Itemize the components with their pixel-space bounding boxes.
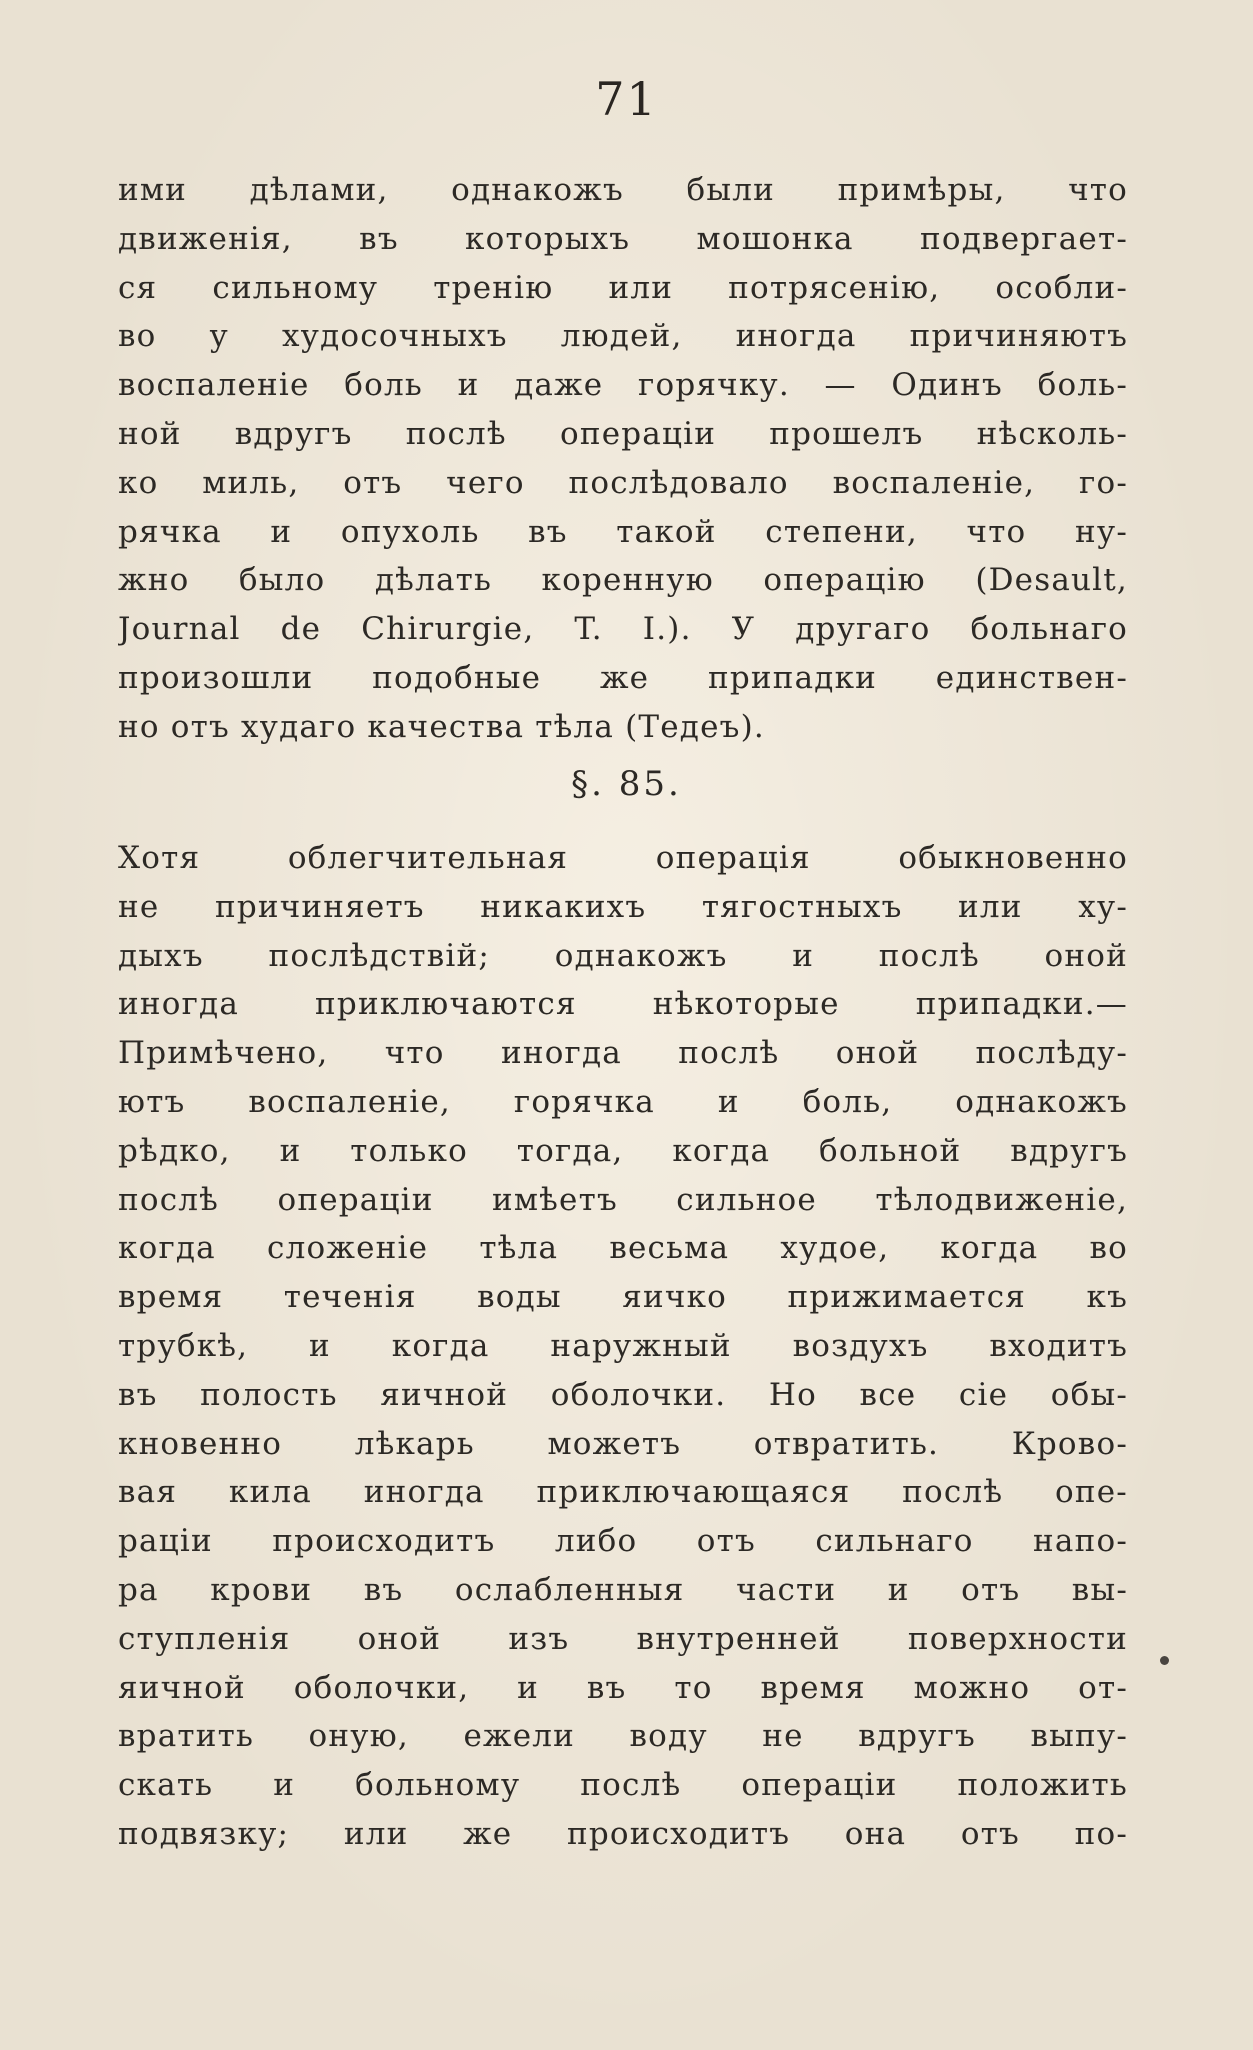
- text-line: Примѣчено, что иногда послѣ оной послѣду-: [118, 1035, 1128, 1072]
- text-line: но отъ худаго качества тѣла (Тедеъ).: [118, 708, 765, 745]
- text-line: вая кила иногда приключающаяся послѣ опе-: [118, 1474, 1128, 1511]
- paragraph-2: [118, 834, 1128, 1859]
- text-line: ими дѣлами, однакожъ были примѣры, что: [118, 172, 1128, 208]
- section-heading: §. 85.: [571, 764, 682, 804]
- text-line: ютъ воспаленіе, горячка и боль, однакожъ: [118, 1083, 1128, 1120]
- text-line: когда сложеніе тѣла весьма худое, когда во: [118, 1230, 1128, 1267]
- text-line: ко миль, отъ чего послѣдовало воспаленіе, го-: [118, 464, 1128, 501]
- text-line: въ полость яичной оболочки. Но все сіе обы-: [118, 1376, 1128, 1413]
- paragraph-1: [118, 166, 1128, 752]
- text-line: Хотя облегчительная операція обыкновенно: [118, 840, 1128, 876]
- page-number: 71: [595, 72, 658, 126]
- text-line: ся сильному тренію или потрясенію, особли-: [118, 269, 1128, 306]
- text-line: ра крови въ ослабленныя части и отъ вы-: [118, 1571, 1128, 1608]
- text-line: раціи происходитъ либо отъ сильнаго напо-: [118, 1523, 1128, 1560]
- text-line: трубкѣ, и когда наружный воздухъ входитъ: [118, 1327, 1128, 1364]
- text-line: рячка и опухоль въ такой степени, что ну-: [118, 513, 1128, 550]
- text-line: во у худосочныхъ людей, иногда причиняютъ: [118, 318, 1128, 355]
- text-line: рѣдко, и только тогда, когда больной вдругъ: [118, 1132, 1128, 1169]
- text-line: кновенно лѣкарь можетъ отвратить. Крово-: [118, 1425, 1128, 1462]
- text-line: жно было дѣлать коренную операцію (Desault,: [118, 562, 1128, 599]
- text-line: яичной оболочки, и въ то время можно от-: [118, 1669, 1128, 1706]
- text-line: Journal de Chirurgie, T. I.). У другаго больнаго: [118, 611, 1128, 648]
- ink-speck: [1160, 1656, 1169, 1665]
- text-line: скать и больному послѣ операціи положить: [118, 1767, 1128, 1804]
- text-line: ступленія оной изъ внутренней поверхности: [118, 1620, 1128, 1657]
- text-line: подвязку; или же происходитъ она отъ по-: [118, 1815, 1128, 1852]
- text-line: послѣ операціи имѣетъ сильное тѣлодвиженіе,: [118, 1181, 1128, 1218]
- text-line: вратить оную, ежели воду не вдругъ выпу-: [118, 1718, 1128, 1755]
- text-line: произошли подобные же припадки единствен-: [118, 659, 1128, 696]
- text-line: не причиняетъ никакихъ тягостныхъ или ху-: [118, 888, 1128, 925]
- text-line: дыхъ послѣдствій; однакожъ и послѣ оной: [118, 937, 1128, 974]
- text-line: воспаленіе боль и даже горячку. — Одинъ боль-: [118, 367, 1128, 404]
- text-line: ной вдругъ послѣ операціи прошелъ нѣсколь-: [118, 415, 1128, 452]
- text-line: иногда приключаются нѣкоторые припадки.—: [118, 986, 1128, 1023]
- text-line: время теченія воды яичко прижимается къ: [118, 1279, 1128, 1316]
- text-line: движенія, въ которыхъ мошонка подвергает-: [118, 220, 1128, 257]
